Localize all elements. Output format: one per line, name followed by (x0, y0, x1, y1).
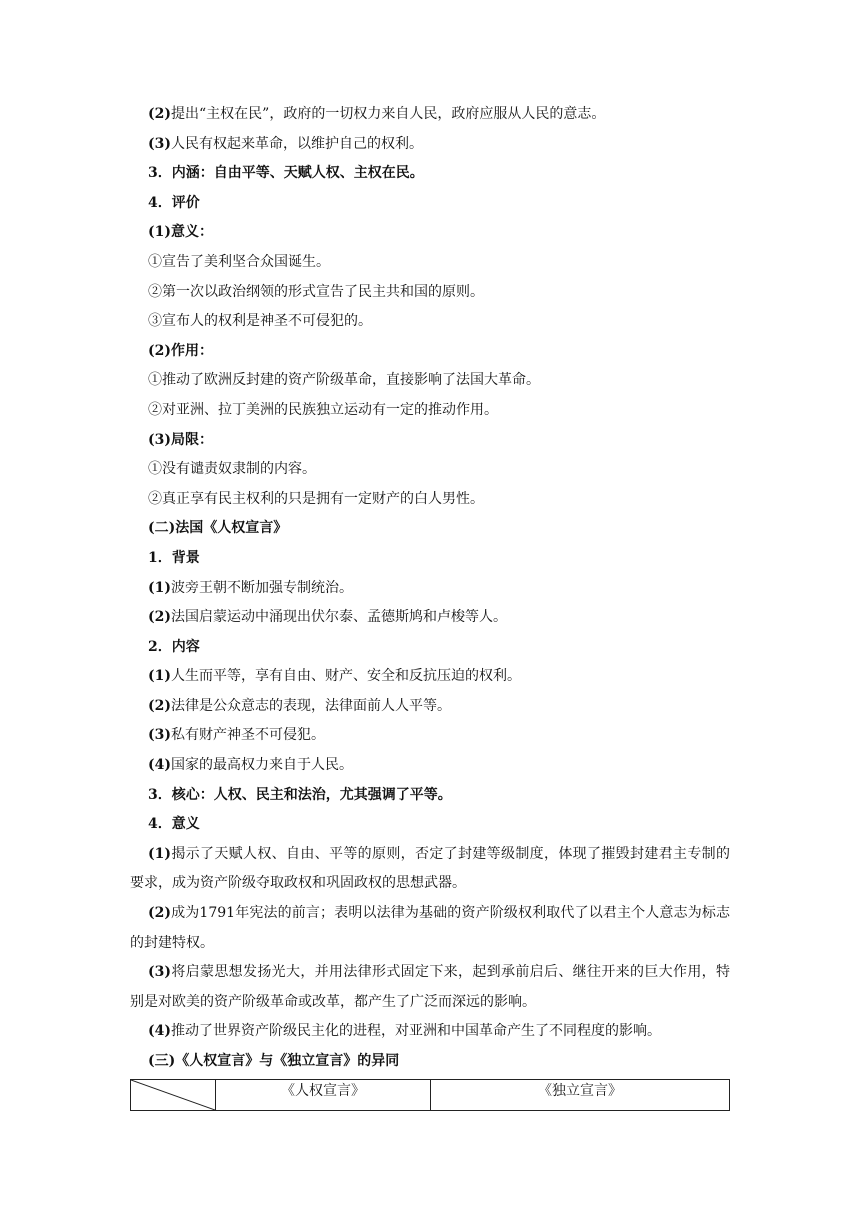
heading: 4．意义 (148, 816, 200, 833)
text-line: (3)人民有权起来革命，以维护自己的权利。 (148, 135, 423, 152)
text-line: (2)法律是公众意志的表现，法律面前人人平等。 (148, 697, 451, 714)
text-line: (3)私有财产神圣不可侵犯。 (148, 727, 325, 744)
text-line: (1)波旁王朝不断加强专制统治。 (148, 579, 353, 596)
diagonal-line (131, 1080, 215, 1110)
subheading: (2)作用： (148, 342, 213, 359)
subheading: (3)局限： (148, 431, 213, 448)
heading: 2．内容 (148, 638, 200, 655)
text-line: ②真正享有民主权利的只是拥有一定财产的白人男性。 (148, 490, 484, 507)
comparison-table (130, 1079, 730, 1111)
heading: 1．背景 (148, 549, 200, 566)
text-line: ②对亚洲、拉丁美洲的民族独立运动有一定的推动作用。 (148, 401, 498, 418)
paragraph: (1)揭示了天赋人权、自由、平等的原则，否定了封建等级制度，体现了摧毁封建君主专制的要求，成为资产阶级夺取政权和巩固政权的思想武器。 (130, 845, 730, 892)
table-header-cell: 《独立宣言》 (431, 1079, 730, 1110)
table-header-cell: 《人权宣言》 (216, 1079, 431, 1110)
heading: 4．评价 (148, 194, 200, 211)
section-heading: (三)《人权宣言》与《独立宣言》的异同 (148, 1053, 400, 1069)
text-line: ②第一次以政治纲领的形式宣告了民主共和国的原则。 (148, 283, 484, 300)
text-line: ①推动了欧洲反封建的资产阶级革命，直接影响了法国大革命。 (148, 372, 540, 389)
paragraph: (2)成为1791年宪法的前言；表明以法律为基础的资产阶级权利取代了以君主个人意志为标志的封建特权。 (130, 905, 730, 951)
text-line: 3．内涵：自由平等、天赋人权、主权在民。 (148, 165, 424, 182)
paragraph: (3)将启蒙思想发扬光大，并用法律形式固定下来，起到承前启后、继往开来的巨大作用，特别是对欧美的资产阶级革命或改革，都产生了广泛而深远的影响。 (130, 964, 730, 1010)
paragraph: (4)推动了世界资产阶级民主化的进程，对亚洲和中国革命产生了不同程度的影响。 (148, 1023, 661, 1040)
text-line: (2)法国启蒙运动中涌现出伏尔泰、孟德斯鸠和卢梭等人。 (148, 609, 507, 626)
document-page (130, 100, 730, 1111)
subheading: (1)意义： (148, 224, 213, 241)
text-line: (1)人生而平等，享有自由、财产、安全和反抗压迫的权利。 (148, 668, 521, 685)
text-line: ①没有谴责奴隶制的内容。 (148, 461, 316, 478)
diagonal-header-cell (131, 1079, 216, 1110)
text-line: ①宣告了美利坚合众国诞生。 (148, 253, 330, 270)
text-line: ③宣布人的权利是神圣不可侵犯的。 (148, 313, 372, 330)
text-line: (4)国家的最高权力来自于人民。 (148, 757, 353, 774)
section-heading: (二)法国《人权宣言》 (148, 520, 288, 537)
text-line: 3．核心：人权、民主和法治，尤其强调了平等。 (148, 786, 452, 803)
text-line: (2)提出“主权在民”，政府的一切权力来自人民，政府应服从人民的意志。 (148, 106, 606, 122)
table-header-row (131, 1079, 730, 1110)
